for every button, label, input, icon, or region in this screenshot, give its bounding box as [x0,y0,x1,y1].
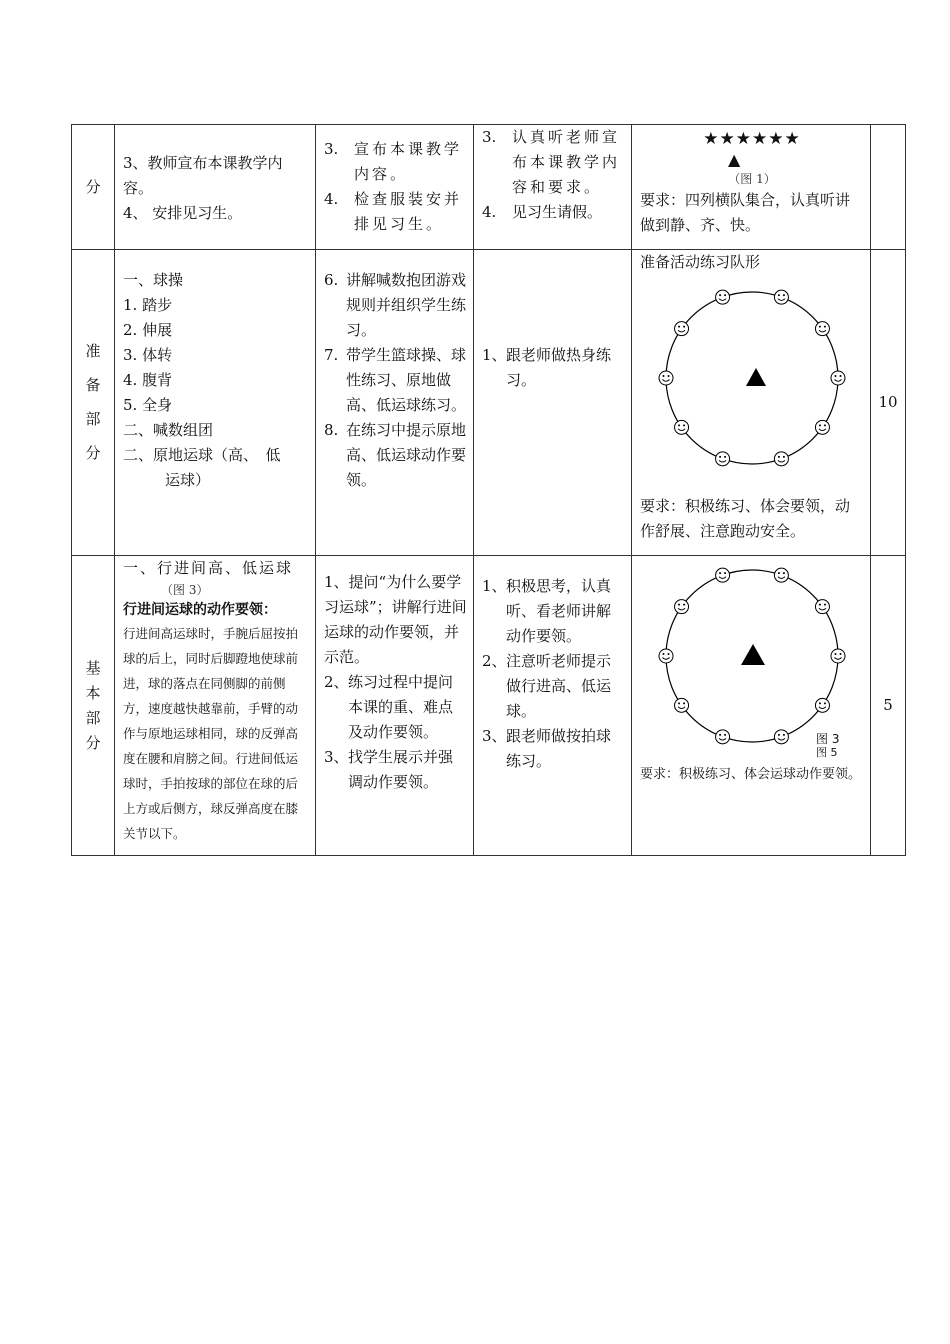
teacher-triangle-icon [746,368,766,386]
content-line: 运球） [165,471,211,489]
list-item [482,125,625,200]
smiley-face-icon [815,698,829,712]
section-label [72,125,115,250]
student-cell [474,250,632,556]
item-text: 跟老师做热身练习。 [506,346,612,389]
content-line: 2. 伸展 [123,321,173,339]
smiley-face-icon [716,452,730,466]
list-item [324,343,467,418]
item-number: 3、 [482,727,507,745]
student-cell [474,125,632,250]
figure-caption: （图 1） [728,172,776,186]
essentials-heading: 行进间运球的动作要领： [123,602,277,618]
table-row [72,250,906,556]
section-char: 本 [85,683,101,702]
content-line: 4、 安排见习生。 [123,204,243,222]
table-row [72,556,906,856]
item-text: 认真听老师宣布本课教学内容和要求。 [512,128,621,196]
smiley-face-icon [774,730,788,744]
minutes-cell: 10 [871,250,906,556]
content-cell [115,250,316,556]
list-item [324,137,467,187]
item-text: 讲解喊数抱团游戏规则并组织学生练习。 [346,271,467,339]
item-number: 4. [482,203,497,221]
content-title: 一、行进间高、低运球 [123,559,294,577]
organization-cell [632,125,871,250]
content-line: 二、喊数组团 [123,421,214,439]
section-char: 基 [85,658,101,677]
teacher-cell [316,125,474,250]
item-number: 3. [324,140,339,158]
smiley-face-icon [815,600,829,614]
organization-cell [632,250,871,556]
item-number: 6. [324,271,339,289]
item-text: 积极思考，认真听、看老师讲解动作要领。 [506,577,612,645]
content-line: 3、教师宣布本课教学内容。 [123,154,283,197]
requirement-text: 要求：积极练习、体会运球动作要领。 [640,767,862,782]
list-item [324,187,467,237]
item-number: 8. [324,421,339,439]
section-char: 备 [85,376,101,394]
item-text: 找学生展示并强调动作要领。 [348,748,454,791]
content-line: 一、球操 [123,271,184,289]
list-item: 1、提问“为什么要学习运球”；讲解行进间运球的动作要领，并示范。 [324,573,467,666]
item-number: 3、 [324,748,349,766]
item-number: 7. [324,346,339,364]
smiley-face-icon [716,730,730,744]
smiley-face-icon [774,568,788,582]
smiley-face-icon [774,290,788,304]
item-number: 3. [482,128,497,146]
list-item [324,670,467,745]
table-row [72,125,906,250]
item-text: 在练习中提示原地高、低运球动作要领。 [346,421,467,489]
list-item [482,574,625,649]
circle-formation-diagram [640,562,862,762]
item-text: 见习生请假。 [512,203,603,221]
item-text: 宣布本课教学内容。 [354,140,463,183]
figure-label: 图 5 [816,746,838,759]
smiley-face-icon [659,649,673,663]
section-char: 部 [85,708,101,727]
list-item [324,418,467,493]
teacher-cell [316,250,474,556]
smiley-face-icon [659,371,673,385]
organization-cell [632,556,871,856]
list-item [324,745,467,795]
section-char: 分 [85,444,101,462]
smiley-face-icon [815,322,829,336]
item-number: 1、 [482,577,507,595]
content-line: 二、原地运球（高、 低 [123,446,281,464]
figure-caption: （图 3） [161,583,209,597]
content-line: 3. 体转 [123,346,173,364]
formation-title: 准备活动练习队形 [640,253,761,271]
item-number: 2、 [482,652,507,670]
item-text: 注意听老师提示做行进高、低运球。 [506,652,612,720]
item-text: 练习过程中提问本课的重、难点及动作要领。 [348,673,454,741]
essentials-text: 行进间高运球时，手腕后屈按拍球的后上，同时后脚蹬地使球前进，球的落点在同侧脚的前侧方，速度越快越靠前，手臂的动作与原地运球相同，球的反弹高度在腰和肩膀之间。行进间低运球时，手拍按球的部位在球的后上方或后侧方，球反弹高度在膝关节以下。 [123,626,299,841]
item-number: 1、 [482,346,507,364]
content-line: 1. 踏步 [123,296,173,314]
minutes-cell: 5 [871,556,906,856]
smiley-face-icon [675,698,689,712]
smiley-face-icon [831,649,845,663]
list-item [324,268,467,343]
list-item [482,343,625,393]
content-line: 4. 腹背 [123,371,173,389]
item-number: 4. [324,190,339,208]
smiley-face-icon [716,290,730,304]
content-cell [115,556,316,856]
teacher-cell [316,556,474,856]
section-char: 准 [85,342,101,360]
formation-stars: ★★★★★★ [703,129,801,149]
smiley-face-icon [716,568,730,582]
smiley-face-icon [831,371,845,385]
section-label [72,250,115,556]
list-item [482,200,625,225]
item-text: 检查服装安并排见习生。 [354,190,463,233]
smiley-face-icon [675,420,689,434]
section-char: 分 [85,177,101,196]
smiley-face-icon [675,600,689,614]
item-text: 跟老师做按拍球练习。 [506,727,612,770]
requirement-text: 要求：四列横队集合，认真听讲做到静、齐、快。 [640,191,851,234]
list-item [482,649,625,724]
content-cell [115,125,316,250]
minutes-cell [871,125,906,250]
smiley-face-icon [815,420,829,434]
item-number: 2、 [324,673,349,691]
section-label [72,556,115,856]
smiley-face-icon [675,322,689,336]
circle-formation-diagram [640,275,862,490]
student-cell [474,556,632,856]
lesson-plan-table [71,124,906,856]
teacher-triangle-icon [741,644,765,665]
requirement-text: 要求：积极练习、体会要领，动作舒展、注意跑动安全。 [640,497,851,540]
section-char: 部 [85,410,101,428]
list-item [482,724,625,774]
section-char: 分 [85,733,101,752]
teacher-triangle-icon: ▲ [728,150,741,169]
smiley-face-icon [774,452,788,466]
content-line: 5. 全身 [123,396,173,414]
item-text: 带学生篮球操、球性练习、原地做高、低运球练习。 [346,346,467,414]
figure-label: 图 3 [816,732,840,746]
